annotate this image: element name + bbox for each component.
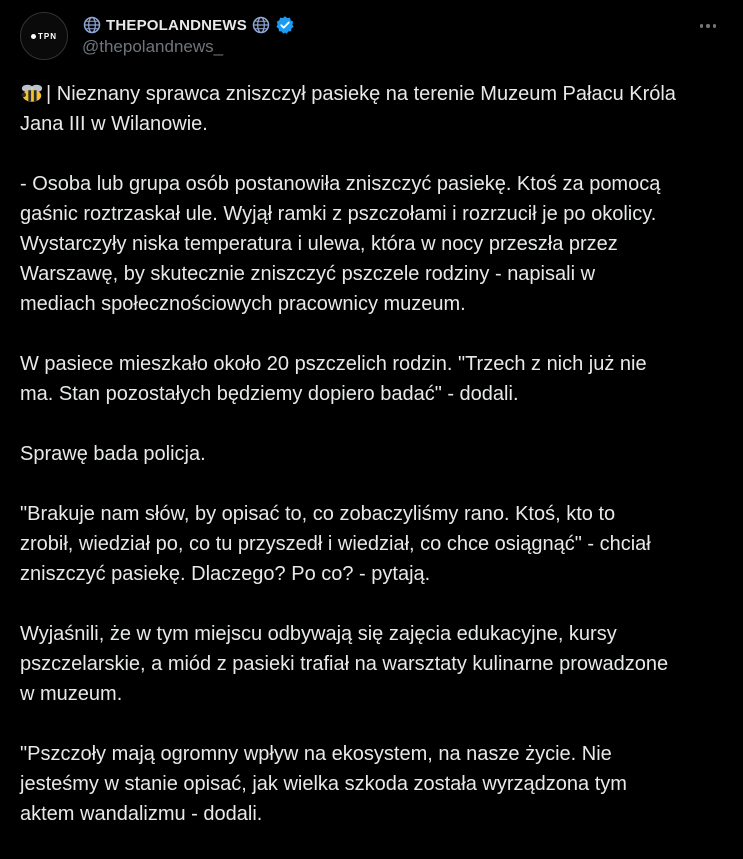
text-line: W pasiece mieszkało około 20 pszczelich rodzin. "Trzech z nich już nie bbox=[20, 353, 647, 375]
text-line bbox=[20, 79, 735, 109]
text-line: pszczelarskie, a miód z pasieki trafiał na warsztaty kulinarne prowadzone bbox=[20, 653, 669, 675]
tweet-header bbox=[20, 0, 723, 76]
display-name-row bbox=[82, 14, 295, 36]
bee-emoji bbox=[20, 82, 44, 104]
text-line: - Osoba lub grupa osób postanowiła zniszczyć pasiekę. Ktoś za pomocą bbox=[20, 173, 661, 195]
author-handle[interactable]: @thepolandnews_ bbox=[82, 37, 224, 56]
author-names bbox=[82, 14, 295, 57]
text-line: aktem wandalizmu - dodali. bbox=[20, 803, 263, 825]
globe-icon bbox=[251, 15, 271, 35]
verified-badge-icon[interactable] bbox=[275, 15, 295, 35]
globe-icon bbox=[82, 15, 102, 35]
paragraph-6 bbox=[20, 619, 735, 709]
text-line: Wystarczyły niska temperatura i ulewa, która w nocy przeszła przez bbox=[20, 233, 618, 255]
text-line: Jana III w Wilanowie. bbox=[20, 113, 208, 135]
avatar-text: TPN bbox=[38, 31, 57, 41]
paragraph-5 bbox=[20, 499, 735, 589]
avatar-dot-icon bbox=[31, 34, 36, 39]
text-line: Warszawę, by skutecznie zniszczyć pszczele rodziny - napisali w bbox=[20, 263, 596, 285]
text-line: gaśnic roztrzaskał ule. Wyjął ramki z pszczołami i rozrzucił je po okolicy. bbox=[20, 203, 657, 225]
text-line: "Pszczoły mają ogromny wpływ na ekosystem, na nasze życie. Nie bbox=[20, 743, 612, 765]
paragraph-7 bbox=[20, 739, 735, 829]
text-line: zniszczyć pasiekę. Dlaczego? Po co? - pytają. bbox=[20, 563, 431, 585]
text-line: jesteśmy w stanie opisać, jak wielka szkoda została wyrządzona tym bbox=[20, 773, 627, 795]
text-line: "Brakuje nam słów, by opisać to, co zobaczyliśmy rano. Ktoś, kto to bbox=[20, 503, 616, 525]
avatar[interactable] bbox=[20, 12, 68, 60]
text-line: Wyjaśnili, że w tym miejscu odbywają się zajęcia edukacyjne, kursy bbox=[20, 623, 617, 645]
paragraph-3 bbox=[20, 349, 735, 409]
text-line: w muzeum. bbox=[20, 683, 123, 705]
tweet-text bbox=[20, 79, 735, 859]
paragraph-4 bbox=[20, 439, 735, 469]
text-line: zrobił, wiedział po, co tu przyszedł i wiedział, co chce osiągnąć" - chciał bbox=[20, 533, 651, 555]
avatar-logo bbox=[31, 32, 57, 41]
text-line: Sprawę bada policja. bbox=[20, 443, 206, 465]
paragraph-2 bbox=[20, 169, 735, 319]
display-name[interactable]: THEPOLANDNEWS bbox=[106, 16, 247, 34]
text-line-content: | Nieznany sprawca zniszczył pasiekę na terenie Muzeum Pałacu Króla bbox=[46, 83, 676, 105]
text-line: mediach społecznościowych pracownicy muzeum. bbox=[20, 293, 466, 315]
paragraph-1 bbox=[20, 79, 735, 139]
text-line: ma. Stan pozostałych będziemy dopiero badać" - dodali. bbox=[20, 383, 519, 405]
more-horizontal-icon[interactable] bbox=[693, 14, 723, 38]
